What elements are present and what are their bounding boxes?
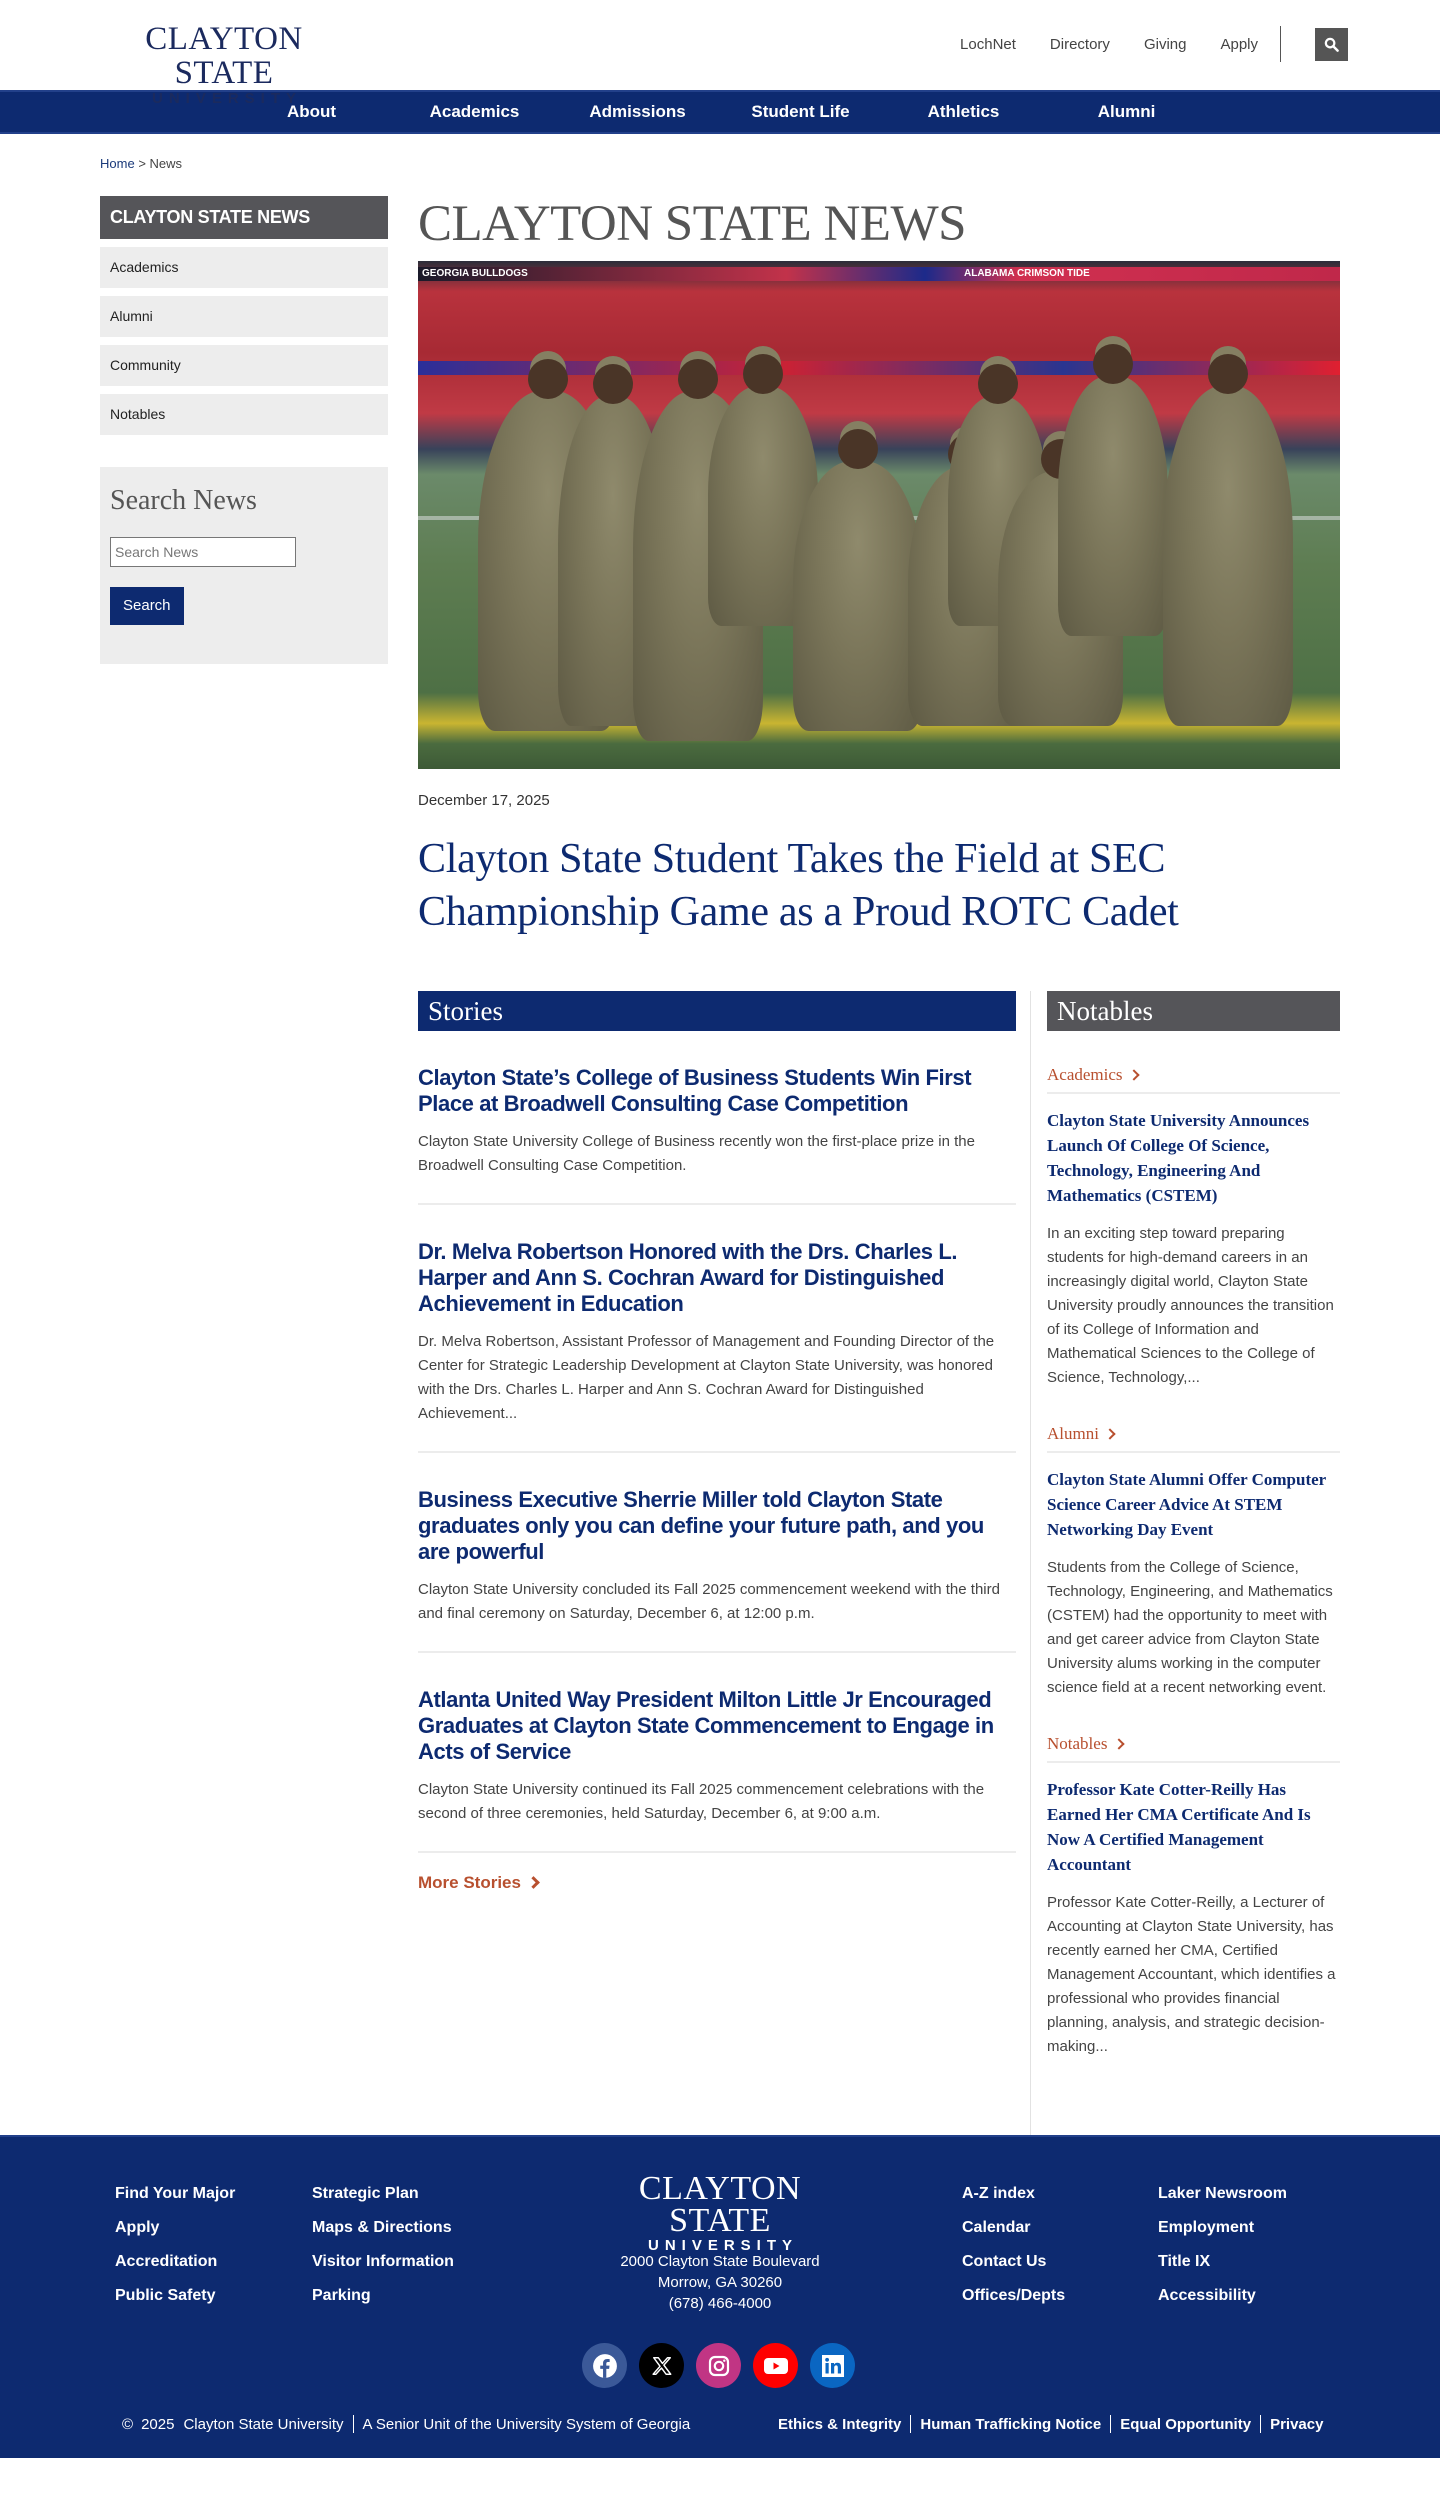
breadcrumb-separator: > (138, 156, 146, 171)
footer-link-a-z-index[interactable]: A-Z index (962, 2185, 1035, 2202)
utility-link-apply[interactable]: Apply (1220, 35, 1258, 53)
story-item (418, 1453, 1016, 1653)
nav-alumni[interactable]: Alumni (1097, 102, 1156, 121)
copyright-year: 2025 (141, 2415, 175, 2433)
chevron-right-icon (1113, 1738, 1124, 1749)
featured-story-image[interactable] (418, 261, 1340, 769)
facebook-link[interactable] (582, 2343, 627, 2388)
footer-link-laker-newsroom[interactable]: Laker Newsroom (1158, 2185, 1287, 2202)
chevron-right-icon (527, 1876, 540, 1889)
nav-athletics[interactable]: Athletics (927, 102, 1000, 121)
footer-link-maps-directions[interactable]: Maps & Directions (312, 2219, 452, 2236)
footer-link-public-safety[interactable]: Public Safety (115, 2287, 216, 2304)
footer-divider (910, 2415, 911, 2433)
search-news-panel (100, 467, 388, 664)
logo-subtitle: UNIVERSITY (151, 90, 302, 107)
instagram-link[interactable] (696, 2343, 741, 2388)
chevron-right-icon (1105, 1428, 1116, 1439)
legal-link-human-trafficking-notice[interactable]: Human Trafficking Notice (920, 2415, 1102, 2433)
notables-section (1030, 991, 1340, 2146)
story-item (418, 1205, 1016, 1453)
logo-wordmark: CLAYTON STATE (145, 21, 303, 91)
breadcrumb (100, 156, 182, 171)
site-search-button[interactable] (1315, 28, 1348, 61)
story-summary: Dr. Melva Robertson, Assistant Professor of Management and Founding Director of the Center for Strategic Leadership Development at Clayton State University, was honored with the Drs. Charles L. Harper and Ann S. Cochran Award for Distinguished Achievement... (418, 1333, 995, 1422)
facebook-icon (592, 2353, 618, 2379)
notable-item (1047, 1390, 1340, 1700)
stadium-scoreboard-banner (418, 267, 1340, 281)
site-header (0, 0, 1440, 107)
copyright-symbol: © (122, 2415, 134, 2433)
more-stories-label: More Stories (418, 1873, 521, 1892)
utility-divider (1280, 26, 1281, 62)
notable-summary: Professor Kate Cotter-Reilly, a Lecturer of Accounting at Clayton State University, has recently earned her CMA, Certified Management Accountant, which identifies a professional who provides financial planning, analysis, and strategic decision-making... (1047, 1894, 1336, 2055)
story-summary: Clayton State University College of Business recently won the first-place prize in the Broadwell Consulting Case Competition. (418, 1133, 975, 1174)
copyright (122, 2415, 690, 2433)
notable-title[interactable]: Clayton State University Announces Launch Of College Of Science, Technology, Engineering And Mathematics (CSTEM) (1047, 1111, 1310, 1205)
chevron-right-icon (1128, 1069, 1139, 1080)
cadet-figure (1058, 376, 1168, 636)
utility-link-directory[interactable]: Directory (1049, 35, 1110, 53)
main-content (418, 194, 1340, 2146)
sidebar-item-alumni[interactable]: Alumni (100, 296, 388, 337)
stories-heading: Stories (418, 991, 1016, 1031)
footer-column-4 (1158, 2177, 1287, 2313)
search-news-heading: Search News (110, 485, 257, 516)
sidebar-item-academics[interactable]: Academics (100, 247, 388, 288)
social-links (582, 2343, 867, 2388)
footer-column-2 (312, 2177, 454, 2313)
notable-category-link[interactable] (1047, 1734, 1340, 1763)
utility-nav (926, 26, 1348, 62)
story-item (418, 1031, 1016, 1205)
legal-link-equal-opportunity[interactable]: Equal Opportunity (1120, 2415, 1252, 2433)
search-news-button[interactable]: Search (110, 587, 184, 625)
story-title[interactable]: Atlanta United Way President Milton Little Jr Encouraged Graduates at Clayton State Commencement to Engage in Acts of Service (418, 1687, 994, 1764)
footer-link-calendar[interactable]: Calendar (962, 2219, 1031, 2236)
nav-academics[interactable]: Academics (429, 102, 520, 121)
page-title: CLAYTON STATE NEWS (418, 196, 966, 252)
x-icon (651, 2355, 673, 2377)
footer-divider (353, 2415, 354, 2433)
footer-link-employment[interactable]: Employment (1158, 2219, 1255, 2236)
x-link[interactable] (639, 2343, 684, 2388)
footer-link-visitor-information[interactable]: Visitor Information (312, 2253, 454, 2270)
copyright-org: Clayton State University (183, 2415, 344, 2433)
notable-category-label: Academics (1047, 1065, 1123, 1084)
footer-logo[interactable] (590, 2170, 850, 2254)
story-item (418, 1653, 1016, 1853)
news-sidebar (100, 196, 388, 664)
legal-link-ethics-integrity[interactable]: Ethics & Integrity (778, 2415, 902, 2433)
breadcrumb-current: News (149, 156, 183, 171)
sidebar-title: CLAYTON STATE NEWS (100, 196, 388, 239)
university-logo[interactable] (104, 22, 344, 107)
footer-address (590, 2251, 850, 2314)
breadcrumb-home[interactable]: Home (100, 156, 135, 171)
stories-section (418, 991, 1016, 1893)
linkedin-link[interactable] (810, 2343, 855, 2388)
story-title[interactable]: Business Executive Sherrie Miller told Clayton State graduates only you can define your future path, and you are powerful (418, 1487, 984, 1564)
nav-admissions[interactable]: Admissions (589, 102, 686, 121)
footer-column-3 (962, 2177, 1065, 2313)
search-icon (1324, 37, 1339, 52)
phone-number: (678) 466-4000 (668, 2295, 772, 2312)
address-line-2: Morrow, GA 30260 (657, 2274, 783, 2291)
legal-links (778, 2415, 1323, 2433)
search-news-input[interactable] (110, 537, 296, 567)
instagram-icon (707, 2354, 731, 2378)
linkedin-icon (821, 2354, 845, 2378)
utility-link-lochnet[interactable]: LochNet (960, 35, 1016, 53)
notable-category-link[interactable] (1047, 1065, 1340, 1094)
notable-summary: Students from the College of Science, Technology, Engineering, and Mathematics (CSTEM) had the opportunity to meet with and get career advice from Clayton State University alums working in the computer science field at a recent networking event. (1047, 1559, 1333, 1696)
notable-title[interactable]: Professor Kate Cotter-Reilly Has Earned Her CMA Certificate And Is Now A Certified Management Accountant (1047, 1780, 1311, 1874)
footer-link-contact-us[interactable]: Contact Us (962, 2253, 1047, 2270)
more-stories-link[interactable] (418, 1873, 538, 1893)
nav-about[interactable]: About (286, 102, 337, 121)
site-footer (0, 2135, 1440, 2458)
footer-logo-subtitle: UNIVERSITY (647, 2237, 798, 2254)
footer-link-parking[interactable]: Parking (312, 2287, 371, 2304)
footer-link-strategic-plan[interactable]: Strategic Plan (312, 2185, 419, 2202)
notable-item (1047, 1031, 1340, 1390)
cadet-figure (793, 461, 923, 731)
story-summary: Clayton State University continued its Fall 2025 commencement celebrations with the second of three ceremonies, held Saturday, December 6, at 9:00 a.m. (418, 1781, 985, 1822)
footer-divider (1110, 2415, 1111, 2433)
notable-category-label: Notables (1047, 1734, 1108, 1753)
notables-heading: Notables (1047, 991, 1340, 1031)
notable-title[interactable]: Clayton State Alumni Offer Computer Science Career Advice At STEM Networking Day Event (1047, 1470, 1326, 1539)
cadet-figure (1163, 386, 1293, 726)
footer-link-apply[interactable]: Apply (115, 2219, 160, 2236)
youtube-icon (763, 2356, 789, 2376)
banner-left-text: GEORGIA BULLDOGS (422, 268, 528, 279)
footer-link-find-your-major[interactable]: Find Your Major (115, 2185, 236, 2202)
footer-logo-wordmark: CLAYTON STATE (638, 2170, 802, 2239)
legal-link-privacy[interactable]: Privacy (1270, 2415, 1324, 2433)
story-title[interactable]: Dr. Melva Robertson Honored with the Drs. Charles L. Harper and Ann S. Cochran Award for Distinguished Achievement in Education (418, 1239, 958, 1316)
notable-item (1047, 1700, 1340, 2059)
footer-divider (1260, 2415, 1261, 2433)
footer-link-accessibility[interactable]: Accessibility (1158, 2287, 1256, 2304)
utility-link-giving[interactable]: Giving (1143, 35, 1187, 53)
notable-summary: In an exciting step toward preparing students for high-demand careers in an increasingly digital world, Clayton State University proudly announces the transition of its College of Information and Mathematical Sciences to the College of Science, Technology,... (1047, 1225, 1334, 1386)
story-title[interactable]: Clayton State’s College of Business Students Win First Place at Broadwell Consulting Case Competition (418, 1065, 972, 1116)
address-line-1: 2000 Clayton State Boulevard (620, 2253, 820, 2270)
usg-tagline: A Senior Unit of the University System of Georgia (362, 2415, 691, 2433)
notable-category-label: Alumni (1047, 1424, 1099, 1443)
sidebar-item-notables[interactable]: Notables (100, 394, 388, 435)
story-summary: Clayton State University concluded its Fall 2025 commencement weekend with the third and final ceremony on Saturday, December 6, at 12:00 p.m. (418, 1581, 1000, 1622)
banner-right-text: ALABAMA CRIMSON TIDE (964, 268, 1090, 279)
footer-link-offices-depts[interactable]: Offices/Depts (962, 2287, 1066, 2304)
notable-category-link[interactable] (1047, 1424, 1340, 1453)
footer-link-title-ix[interactable]: Title IX (1158, 2253, 1211, 2270)
nav-student-life[interactable]: Student Life (751, 102, 850, 121)
footer-link-accreditation[interactable]: Accreditation (115, 2253, 218, 2270)
page-body (0, 134, 1440, 2504)
sidebar-item-community[interactable]: Community (100, 345, 388, 386)
footer-column-1 (115, 2177, 235, 2313)
featured-story-date: December 17, 2025 (418, 792, 550, 809)
news-columns (418, 991, 1340, 2146)
featured-story-title[interactable]: Clayton State Student Takes the Field at SEC Championship Game as a Proud ROTC Cadet (418, 836, 1179, 935)
youtube-link[interactable] (753, 2343, 798, 2388)
